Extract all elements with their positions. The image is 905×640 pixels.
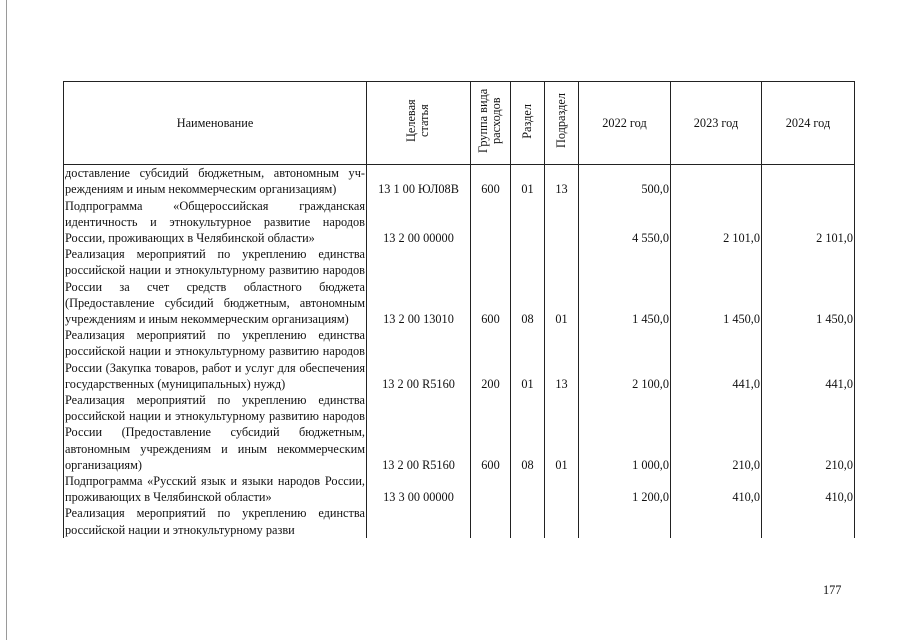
cell-group (471, 198, 511, 247)
cell-name: Реализация мероприятий по укреплению единства российской нации и этнокультурному развитию народов России за счет средств областного бюджета (Предоставление субсидий бюджетным, автономным учреждениям и иным некоммерческим организациям) (65, 247, 365, 327)
cell-section: 08 (511, 392, 545, 473)
cell-group (471, 473, 511, 505)
cell-y2023: 441,0 (671, 327, 762, 392)
page-number: 177 (823, 583, 842, 597)
table-header-row (64, 82, 855, 165)
cell-name: доставление субсидий бюджетным, автономным учреждениям и иным некоммерческим организациям) (65, 166, 365, 197)
cell-y2023 (671, 505, 762, 538)
cell-name: Реализация мероприятий по укреплению единства российской нации и этнокультурному развитию народов России (Предоставление субсидий бюджетным, автономным учреждениям и иным некоммерческим организациям) (65, 393, 365, 472)
header-name: Наименование (64, 82, 367, 165)
table-row (64, 327, 855, 392)
cell-name: Подпрограмма «Русский язык и языки народов России, проживающих в Челябинской области» (65, 474, 365, 505)
cell-subsection: 13 (545, 165, 579, 198)
cell-y2023: 1 450,0 (671, 246, 762, 327)
cell-target (367, 505, 471, 538)
cell-y2023: 2 101,0 (671, 198, 762, 247)
cell-y2024 (762, 165, 855, 198)
table-row (64, 505, 855, 538)
cell-y2024: 210,0 (762, 392, 855, 473)
cell-group: 600 (471, 392, 511, 473)
cell-subsection (545, 505, 579, 538)
cell-y2022: 1 000,0 (579, 392, 671, 473)
cell-subsection: 13 (545, 327, 579, 392)
cell-y2023 (671, 165, 762, 198)
cell-section (511, 473, 545, 505)
table-row (64, 473, 855, 505)
cell-y2023: 410,0 (671, 473, 762, 505)
page-edge-line (6, 0, 7, 640)
cell-name: Реализация мероприятий по укреплению единства российской нации и этнокультурному разви (65, 506, 365, 537)
header-2024: 2024 год (762, 82, 855, 165)
cell-y2024 (762, 505, 855, 538)
cell-y2022: 1 450,0 (579, 246, 671, 327)
cell-target: 13 2 00 R5160 (367, 392, 471, 473)
cell-y2024: 1 450,0 (762, 246, 855, 327)
cell-subsection (545, 198, 579, 247)
header-2022: 2022 год (579, 82, 671, 165)
cell-y2022: 500,0 (579, 165, 671, 198)
cell-y2022: 1 200,0 (579, 473, 671, 505)
cell-name: Реализация мероприятий по укреплению единства российской нации и этнокультурному развитию народов России (Закупка товаров, работ и услуг для обеспечения государственных (муниципальных) нужд) (65, 328, 365, 391)
header-section: Раздел (511, 82, 545, 165)
table-body (64, 165, 855, 539)
cell-y2022 (579, 505, 671, 538)
header-2023: 2023 год (671, 82, 762, 165)
cell-group: 200 (471, 327, 511, 392)
cell-group: 600 (471, 246, 511, 327)
cell-target: 13 2 00 R5160 (367, 327, 471, 392)
table-row (64, 246, 855, 327)
header-subsection: Подраздел (545, 82, 579, 165)
header-target: Целевая статья (367, 82, 471, 165)
cell-target: 13 2 00 00000 (367, 198, 471, 247)
cell-group: 600 (471, 165, 511, 198)
cell-y2023: 210,0 (671, 392, 762, 473)
cell-name: Подпрограмма «Общероссийская гражданская идентичность и этнокультурное развитие народов России, проживающих в Челябинской области» (65, 198, 365, 246)
cell-target: 13 1 00 ЮЛ08В (367, 165, 471, 198)
cell-y2022: 2 100,0 (579, 327, 671, 392)
cell-y2024: 2 101,0 (762, 198, 855, 247)
cell-target: 13 3 00 00000 (367, 473, 471, 505)
table-row (64, 198, 855, 247)
cell-section (511, 198, 545, 247)
cell-section: 01 (511, 165, 545, 198)
cell-y2024: 441,0 (762, 327, 855, 392)
cell-subsection: 01 (545, 392, 579, 473)
header-group: Группа вида расходов (471, 82, 511, 165)
cell-section: 01 (511, 327, 545, 392)
cell-subsection (545, 473, 579, 505)
cell-subsection: 01 (545, 246, 579, 327)
cell-section: 08 (511, 246, 545, 327)
cell-target: 13 2 00 13010 (367, 246, 471, 327)
cell-group (471, 505, 511, 538)
budget-table (63, 81, 855, 538)
cell-y2022: 4 550,0 (579, 198, 671, 247)
budget-table-container (63, 81, 855, 538)
cell-y2024: 410,0 (762, 473, 855, 505)
cell-section (511, 505, 545, 538)
table-row (64, 392, 855, 473)
table-row (64, 165, 855, 198)
